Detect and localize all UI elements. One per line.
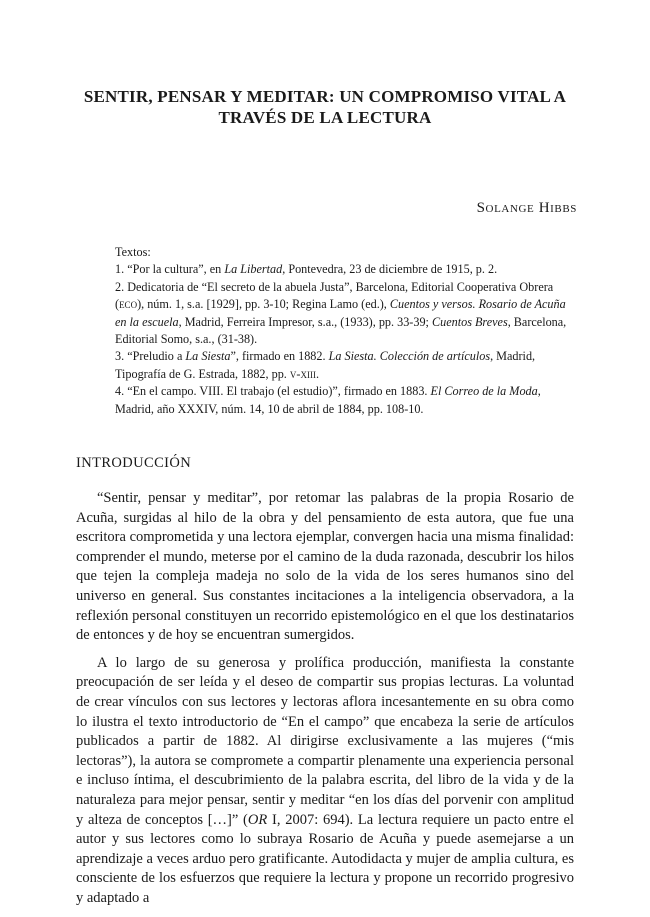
source-text-item-2: 2. Dedicatoria de “El secreto de la abuela Justa”, Barcelona, Editorial Cooperativa Obrera (eco), núm. 1, s.a. [1929], pp. 3-10; Regina Lamo (ed.), Cuentos y versos. Rosario de Acuña en la escuela, Madrid, Ferreira Impresor, s.a., (1933), pp. 33-39; Cuentos Breves, Barcelona, Editorial Somo, s.a., (31-38). xyxy=(115,279,567,347)
source-texts-block xyxy=(115,244,575,418)
article-title-line-1: SENTIR, PENSAR Y MEDITAR: UN COMPROMISO VITAL A xyxy=(83,87,567,106)
body-text xyxy=(76,489,574,916)
source-text-item-4: 4. “En el campo. VIII. El trabajo (el estudio)”, firmado en 1883. El Correo de la Moda, Madrid, año XXXIV, núm. 14, 10 de abril de 1884, pp. 108-10. xyxy=(115,384,541,416)
body-paragraph-2: A lo largo de su generosa y prolífica producción, manifiesta la constante preocupación de ser leída y el deseo de compartir sus propias lecturas. La voluntad de crear vínculos con sus lectores y lectoras aflora incesantemente en su obra como lo ilustra el texto introductorio de “En el campo” que encabeza la serie de artículos publicados a partir de 1882. Al dirigirse exclusivamente a las mujeres (“mis lectoras”), la autora se compromete a compartir plenamente una experiencia personal e incluso íntima, el descubrimiento de la palabra escrita, del libro de la vida y de la naturaleza para mejor pensar, sentir y meditar “en los días del porvenir con amplitud y alteza de conceptos […]” (OR I, 2007: 694). La lectura requiere un pacto entre el autor y sus lectores como lo subraya Rosario de Acuña y puede asemejarse a un aprendizaje a veces arduo pero gratificante. Autodidacta y mujer de amplia cultura, es consciente de los esfuerzos que requiere la lectura y propone un recorrido progresivo y adaptado a xyxy=(76,654,574,906)
article-title xyxy=(60,86,590,128)
article-title-line-2: TRAVÉS DE LA LECTURA xyxy=(218,108,432,127)
section-heading-introduccion: INTRODUCCIÓN xyxy=(76,455,192,471)
source-text-item-3: 3. “Preludio a La Siesta”, firmado en 1882. La Siesta. Colección de artículos, Madrid, Tipografía de G. Estrada, 1882, pp. v-xiii. xyxy=(115,349,536,381)
source-texts-heading: Textos: xyxy=(115,245,151,259)
source-text-item-1: 1. “Por la cultura”, en La Libertad, Pontevedra, 23 de diciembre de 1915, p. 2. xyxy=(115,262,498,277)
body-paragraph-1: “Sentir, pensar y meditar”, por retomar las palabras de la propia Rosario de Acuña, surgidas al hilo de la obra y del pensamiento de esta autora, que fue una escritora comprometida y una lectora ejemplar, convergen hacia una misma finalidad: comprender el mundo, meterse por el camino de la duda razonada, descubrir los hilos que tejen la compleja madeja no solo de la vida de los seres humanos sino del universo en general. Sus constantes incitaciones a la inteligencia observadora, a la reflexión personal constituyen un recorrido epistemológico en el que los destinatarios de entonces y de hoy se encuentran sumergidos. xyxy=(76,490,574,644)
author-name: Solange Hibbs xyxy=(476,200,577,216)
